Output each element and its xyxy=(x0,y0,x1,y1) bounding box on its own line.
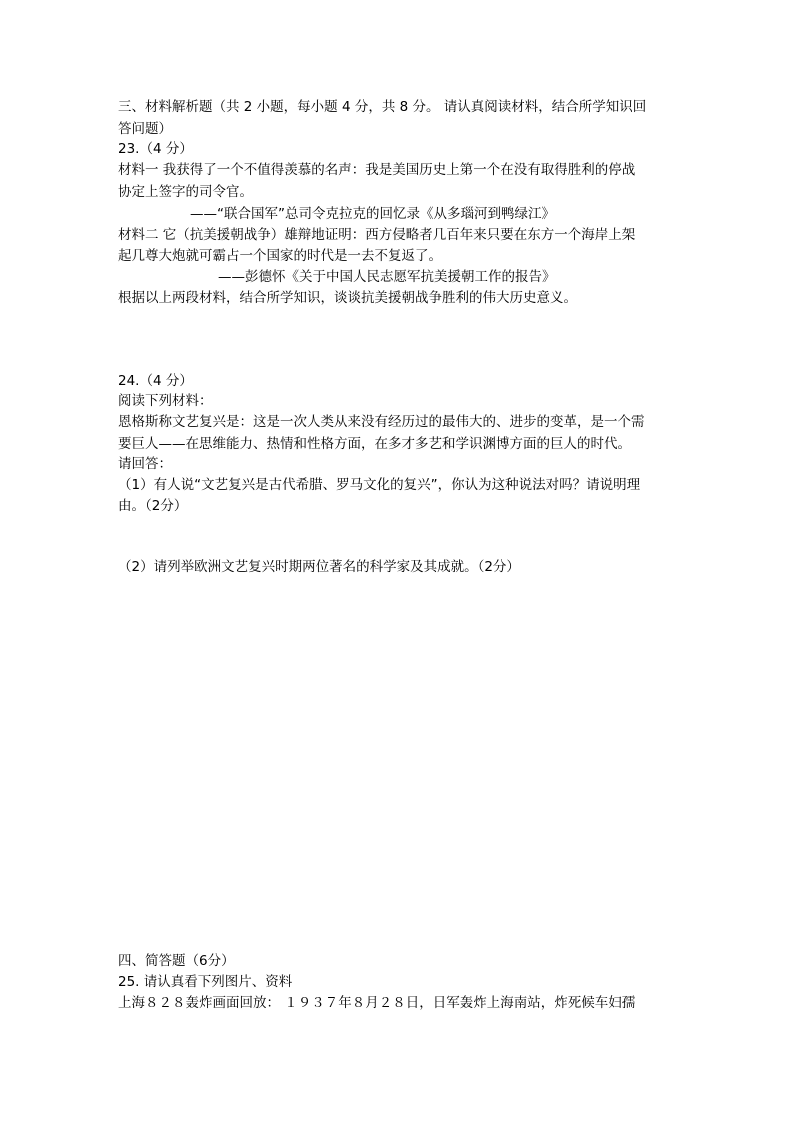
q23-material1-source: ——“联合国军”总司令克拉克的回忆录《从多瑙河到鸭绿江》 xyxy=(190,206,555,222)
q24-sub1-line1: （1）有人说“文艺复兴是古代希腊、罗马文化的复兴”，你认为这种说法对吗？请说明理 xyxy=(118,477,641,493)
q23-material2-line1: 材料二 它（抗美援朝战争）雄辩地证明：西方侵略者几百年来只要在东方一个海岸上架 xyxy=(118,227,636,243)
q23-material2-line2: 起几尊大炮就可霸占一个国家的时代是一去不复返了。 xyxy=(118,248,442,264)
q24-prompt: 请回答： xyxy=(118,456,172,472)
q23-material1-line2: 协定上签字的司令官。 xyxy=(118,184,253,200)
section3-heading-line2: 答问题） xyxy=(118,121,172,137)
q25-number-line: 25. 请认真看下列图片、资料 xyxy=(118,974,293,990)
q23-question: 根据以上两段材料，结合所学知识，谈谈抗美援朝战争胜利的伟大历史意义。 xyxy=(118,290,577,306)
q24-number: 24.（4 分） xyxy=(118,373,193,389)
section3-heading-line1: 三、材料解析题（共 2 小题，每小题 4 分，共 8 分。 请认真阅读材料，结合所学知识回 xyxy=(118,99,647,115)
q24-material-line2: 要巨人——在思维能力、热情和性格方面，在多才多艺和学识渊博方面的巨人的时代。 xyxy=(118,436,631,452)
q23-material2-source: ——彭德怀《关于中国人民志愿军抗美援朝工作的报告》 xyxy=(218,269,556,285)
q23-number: 23.（4 分） xyxy=(118,141,193,157)
q23-material1-line1: 材料一 我获得了一个不值得羡慕的名声：我是美国历史上第一个在没有取得胜利的停战 xyxy=(118,162,636,178)
q24-intro: 阅读下列材料： xyxy=(118,393,213,409)
q24-sub2: （2）请列举欧洲文艺复兴时期两位著名的科学家及其成就。（2分） xyxy=(118,559,520,575)
q24-sub1-line2: 由。（2分） xyxy=(118,498,188,514)
q25-text-line: 上海８２８轰炸画面回放： １９３７年８月２８日，日军轰炸上海南站，炸死候车妇孺 xyxy=(118,995,636,1011)
section4-heading: 四、简答题（6分） xyxy=(118,953,235,969)
q24-material-line1: 恩格斯称文艺复兴是：这是一次人类从来没有经历过的最伟大的、进步的变革，是一个需 xyxy=(118,414,645,430)
